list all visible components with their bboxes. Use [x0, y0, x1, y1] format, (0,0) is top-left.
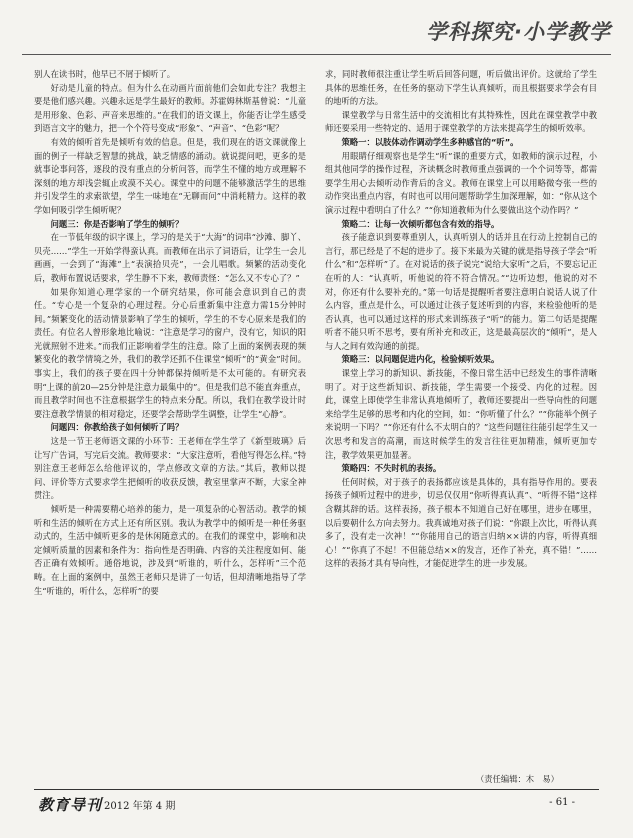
right-paragraph: 求，同时教师很注重让学生听后回答问题，听后做出评价。这就给了学生具体的思维任务，在任务的驱动下学生认真倾听，而且根据要求学会有目的地听的方法。 — [325, 69, 597, 107]
right-column — [325, 68, 597, 768]
right-paragraph: 孩子能意识到要尊重别人，认真听别人的话并且在行动上控制自己的言行，那已经是了不起的进步了。接下来最为关键的就是指导孩子学会“听什么”和“怎样听”了。在对说话的孩子说完“说给大家听”之后，不要忘记正在听的人：“认真听，听他说的符不符合情况。”“边听边想，他说的对不对，你还有什么要补充的。”第一句话是提醒听者要注意明白说话人说了什么内容，重点是什么，可以通过让孩子复述听到的内容，来检验他听的是否认真，也可以通过这样的形式来训练孩子“听”的能力。第二句话是提醒听者不能只听不思考，要有所补充和改正，这是最高层次的“倾听”，是人与人之间有效沟通的前提。 — [325, 232, 597, 351]
footer-divider — [34, 789, 599, 790]
left-paragraph: 这是一节王老师语文课的小环节：王老师在学生学了《新型玻璃》后让写广告词，写完后交流。教师要求：“大家注意听，看他写得怎么样。”特别注意王老师怎么给他评议的，学点修改文章的方法。”其后，教师以提问、评价等方式要求学生把倾听的收获反馈，教室里掌声不断，大家全神贯注。 — [34, 436, 306, 501]
left-subheading: 问题三：你是否影响了学生的倾听？ — [50, 218, 184, 229]
right-subheading: 策略二：让每一次倾听都包含有效的指导。 — [341, 218, 500, 229]
journal-logo: 教育导刊 — [38, 796, 103, 814]
section-title: 学科探究·小学教学 — [426, 20, 611, 44]
left-paragraph: 好动是儿童的特点。但为什么在动画片面前他们会如此专注？我想主要是他们感兴趣。兴趣永远是学生最好的教师。苏霍姆林斯基曾说：“儿童是用形象、色彩、声音来思维的。”在我们的语文课上，你能否让学生感受到语言文字的魅力，把一个个符号变成“形象”、“声音”、“色彩”呢？ — [34, 82, 306, 134]
left-paragraph: 如果你知道心理学家的一个研究结果，你可能会意识到自己的责任。“专心是一个复杂的心理过程。分心后重新集中注意力需15分钟时间。”频繁变化的活动情景影响了学生的倾听，学生的不专心原来是我们的责任。有位名人曾形象地比喻说：“注意是学习的窗户，没有它，知识的阳光就照射不进来。”而我们正影响着学生的注意。除了上面的案例表现的频繁变化的教学情境之外，我们的教学还抓不住课堂“倾听”的“黄金”时间。事实上，我们的孩子要在四十分钟都保持倾听是不太可能的。有研究表明“上课的前20—25分钟是注意力最集中的”。但是我们总不能直奔重点，而且教学时间也不注意根据学生的特点来分配。所以，我们在教学设计时要注意教学情景的相对稳定，还要学会帮助学生调整，让学生“心静”。 — [34, 286, 306, 419]
left-subheading: 问题四：你教给孩子如何倾听了吗？ — [50, 422, 184, 433]
right-subheading: 策略一：以肢体动作调动学生多种感官的“听”。 — [341, 136, 519, 147]
left-column — [34, 68, 306, 768]
right-paragraph: 课堂上学习的新知识、新技能，不像日常生活中已经发生的事件清晰明了。对于这些新知识、新技能，学生需要一个接受、内化的过程。因此，课堂上即使学生非常认真地倾听了，教师还要提出一些导向性的问题来给学生足够的思考和内化的空间，如：“你听懂了什么？”“你能举个例子来说明一下吗？”“你还有什么不太明白的？”这些问题往往能引起学生又一次思考和发言的高潮，而这时候学生的发言往往更加精准，倾听更加专注，教学效果更加显著。 — [325, 368, 597, 460]
issue-label: 2012 年第 4 期 — [104, 801, 176, 812]
responsible-editor: （责任编辑：木 易） — [476, 774, 559, 784]
right-paragraph: 任何时候，对于孩子的表扬都应该是具体的，具有指导作用的。要表扬孩子倾听过程中的进步，切忌仅仅用“你听得真认真”、“听得不错”这样含糊其辞的话。这样表扬，孩子根本不知道自己好在哪里，进步在哪里，以后要朝什么方向去努力。我真诚地对孩子们说：“你跟上次比，听得认真多了，没有走一次神！”“你能用自己的语言归纳××讲的内容，听得真细心！”“你真了不起！不但能总结××的发言，还作了补充，真不错！”……这样的表扬才具有导向性，才能促进学生的进一步发展。 — [325, 476, 597, 569]
left-paragraph: 倾听是一种需要精心培养的能力，是一项复杂的心智活动。教学的倾听和生活的倾听在方式上还有所区别。我认为教学中的倾听是一种任务驱动式的，生活中倾听更多的是休闲随意式的。在我们的课堂中，影响和决定倾听质量的因素和条件为：指向性是否明确、内容的关注程度如何、能否正确有效倾听。通俗地说，涉及到“听谁的，听什么，怎样听”三个范畴。在上面的案例中，虽然王老师只是讲了一句话，但却清晰地指导了学生“听谁的，听什么，怎样听”的要 — [34, 504, 306, 596]
page-number: - 61 - — [549, 797, 575, 808]
left-paragraph: 在一节低年级的识字课上，学习的是关于“大海”的词串“沙滩、脚丫、贝壳……”学生一开始学得蛮认真。而教师在出示了词语后，让学生一会儿画画，一会到了“海滩”上“表演拾贝壳”，一会儿唱歌。频繁的活动变化后，教师布置说话要求，学生静不下来，教师责怪：“怎么又不专心了？” — [34, 232, 306, 283]
page-header — [0, 0, 633, 62]
right-subheading: 策略四：不失时机的表扬。 — [341, 463, 442, 474]
header-divider — [22, 54, 611, 55]
left-paragraph: 有效的倾听首先是倾听有效的信息。但是，我们现在的语文课就像上面的例子一样缺乏智慧的挑战，缺乏情感的涌动。就说提问吧，更多的是就事论事问答，逐段的没有重点的分析问答，而学生不懂的地方或理解不深刻的地方却浅尝辄止或漠不关心。课堂中的问题不能够激活学生的思维并引发学生的求索欲望，学生一味地在“无聊而问”中消耗精力。这样的教学如何吸引学生倾听呢？ — [34, 136, 306, 215]
right-paragraph: 课堂教学与日常生活中的交流相比有其特殊性，因此在课堂教学中教师还要采用一些特定的、适用于课堂教学的方法来提高学生的倾听效率。 — [325, 109, 597, 134]
right-paragraph: 用眼睛仔细观察也是学生“听”课的重要方式，如教师的演示过程，小组其他同学的操作过程，齐读概念时教师重点强调的一个个词等等，都需要学生用心去倾听动作背后的含义。教师在课堂上可以用略微夸张一些的动作突出重点内容，有时也可以用问题帮助学生加深理解，如：“你从这个演示过程中看明白了什么？”“你知道教师为什么要做出这个动作吗？” — [325, 150, 597, 215]
right-subheading: 策略三：以问题促进内化，检验倾听效果。 — [341, 354, 500, 365]
left-paragraph: 别人在读书时，他早已不屑于倾听了。 — [34, 69, 176, 79]
